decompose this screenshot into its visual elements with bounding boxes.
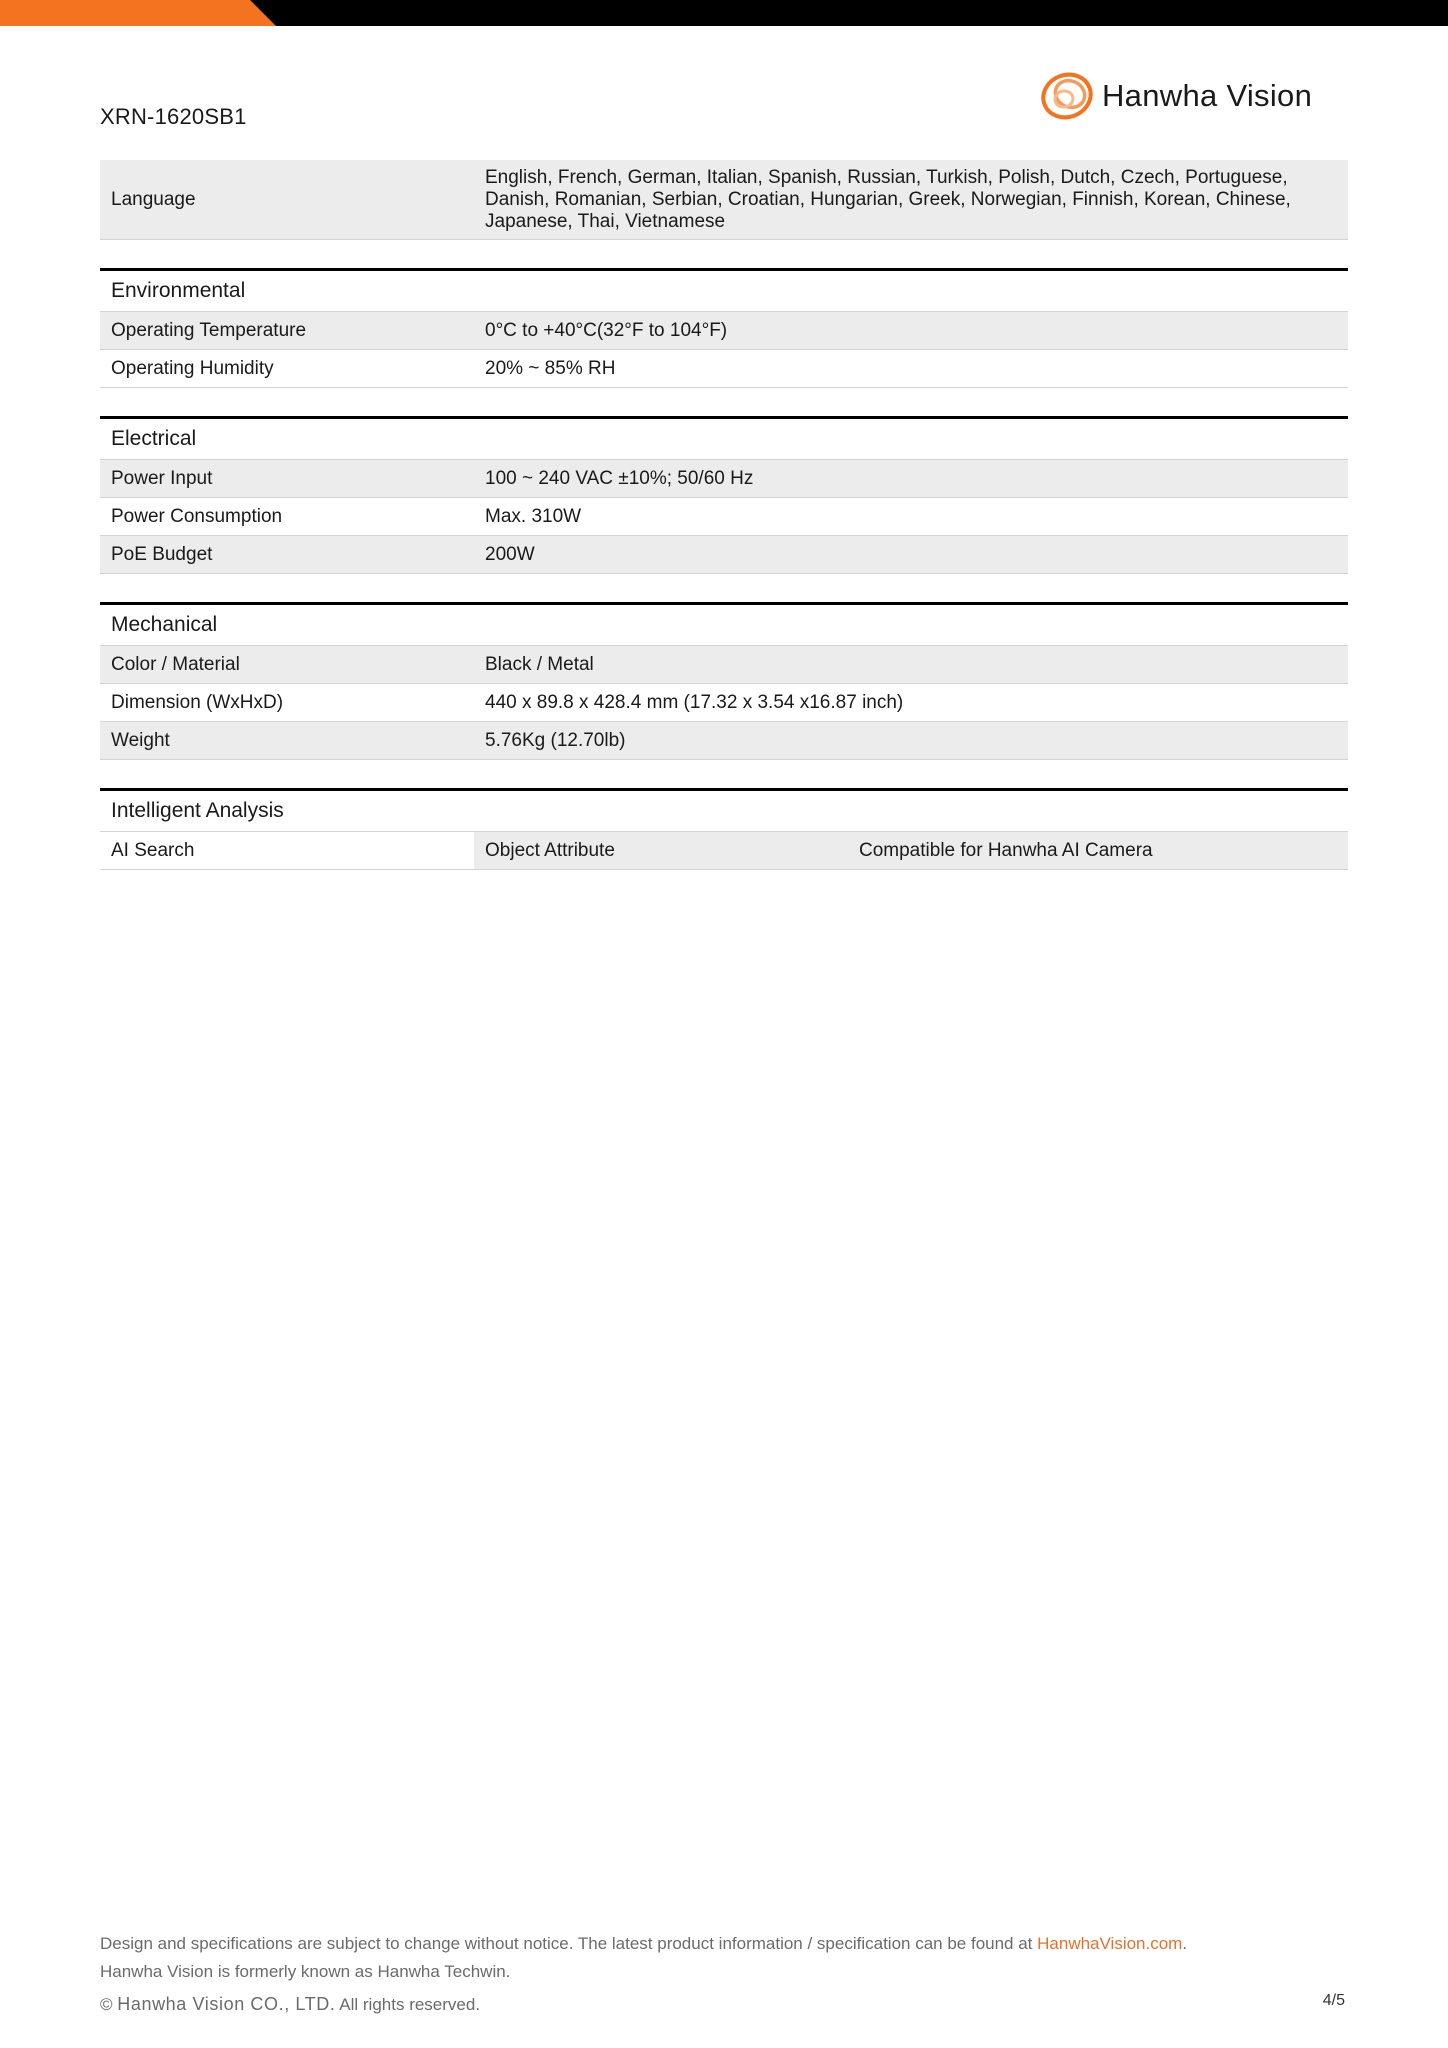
- row-value-secondary: Compatible for Hanwha AI Camera: [848, 832, 1348, 870]
- page-number: 4/5: [1322, 1992, 1345, 2009]
- table-row: [100, 460, 1348, 498]
- table-row: [100, 350, 1348, 388]
- copyright: [100, 1994, 480, 2015]
- table-row: [100, 832, 1348, 870]
- website-link[interactable]: HanwhaVision.com: [1037, 1934, 1183, 1953]
- hanwha-logo-icon: [1038, 68, 1098, 124]
- row-value: 100 ~ 240 VAC ±10%; 50/60 Hz: [474, 460, 1348, 498]
- row-value: 200W: [474, 536, 1348, 574]
- section-header-environmental: [100, 270, 1348, 312]
- section-header-mechanical: [100, 604, 1348, 646]
- spec-content: [100, 160, 1348, 870]
- top-bar: [0, 0, 1448, 26]
- row-value: 0°C to +40°C(32°F to 104°F): [474, 312, 1348, 350]
- table-row: [100, 722, 1348, 760]
- section-title: Environmental: [100, 270, 1348, 312]
- copyright-brand: Hanwha Vision CO., LTD.: [117, 1994, 336, 2014]
- row-label: Language: [100, 160, 474, 240]
- row-label: Weight: [100, 722, 474, 760]
- table-row: [100, 684, 1348, 722]
- row-label: AI Search: [100, 832, 474, 870]
- row-label: Color / Material: [100, 646, 474, 684]
- table-row: [100, 312, 1348, 350]
- row-value: 440 x 89.8 x 428.4 mm (17.32 x 3.54 x16.87 inch): [474, 684, 1348, 722]
- section-title: Mechanical: [100, 604, 1348, 646]
- spec-table: [100, 160, 1348, 870]
- footer-note-text: Design and specifications are subject to change without notice. The latest product information / specification can be found at: [100, 1934, 1038, 1953]
- row-value: Max. 310W: [474, 498, 1348, 536]
- footer-disclaimer: [100, 1930, 1187, 1986]
- row-label: PoE Budget: [100, 536, 474, 574]
- copyright-icon: ©: [100, 1995, 113, 2014]
- table-row: [100, 646, 1348, 684]
- row-value: Black / Metal: [474, 646, 1348, 684]
- section-header-intelligent-analysis: [100, 790, 1348, 832]
- table-row: [100, 498, 1348, 536]
- logo-wordmark: Hanwha Vision: [1102, 78, 1313, 113]
- row-label: Operating Temperature: [100, 312, 474, 350]
- row-label: Power Consumption: [100, 498, 474, 536]
- model-number: XRN-1620SB1: [100, 104, 247, 129]
- table-row: [100, 536, 1348, 574]
- row-value: English, French, German, Italian, Spanish, Russian, Turkish, Polish, Dutch, Czech, Portuguese, Danish, Romanian, Serbian, Croatian, Hungarian, Greek, Norwegian, Finnish, Korean, Chinese, Japanese, Thai, Vietnamese: [474, 160, 1348, 240]
- row-value: Object Attribute: [474, 832, 848, 870]
- brand-logo: [1038, 66, 1338, 126]
- row-label: Operating Humidity: [100, 350, 474, 388]
- section-title: Electrical: [100, 418, 1348, 460]
- row-label: Power Input: [100, 460, 474, 498]
- footer-line-1: [100, 1930, 1187, 1958]
- section-header-electrical: [100, 418, 1348, 460]
- top-bar-accent: [0, 0, 276, 26]
- table-row-language: [100, 160, 1348, 240]
- row-label: Dimension (WxHxD): [100, 684, 474, 722]
- row-value: 20% ~ 85% RH: [474, 350, 1348, 388]
- section-title: Intelligent Analysis: [100, 790, 1348, 832]
- copyright-text: All rights reserved.: [339, 1995, 481, 2014]
- footer-line-2: Hanwha Vision is formerly known as Hanwha Techwin.: [100, 1962, 511, 1981]
- footer-note-suffix: .: [1182, 1934, 1188, 1953]
- row-value: 5.76Kg (12.70lb): [474, 722, 1348, 760]
